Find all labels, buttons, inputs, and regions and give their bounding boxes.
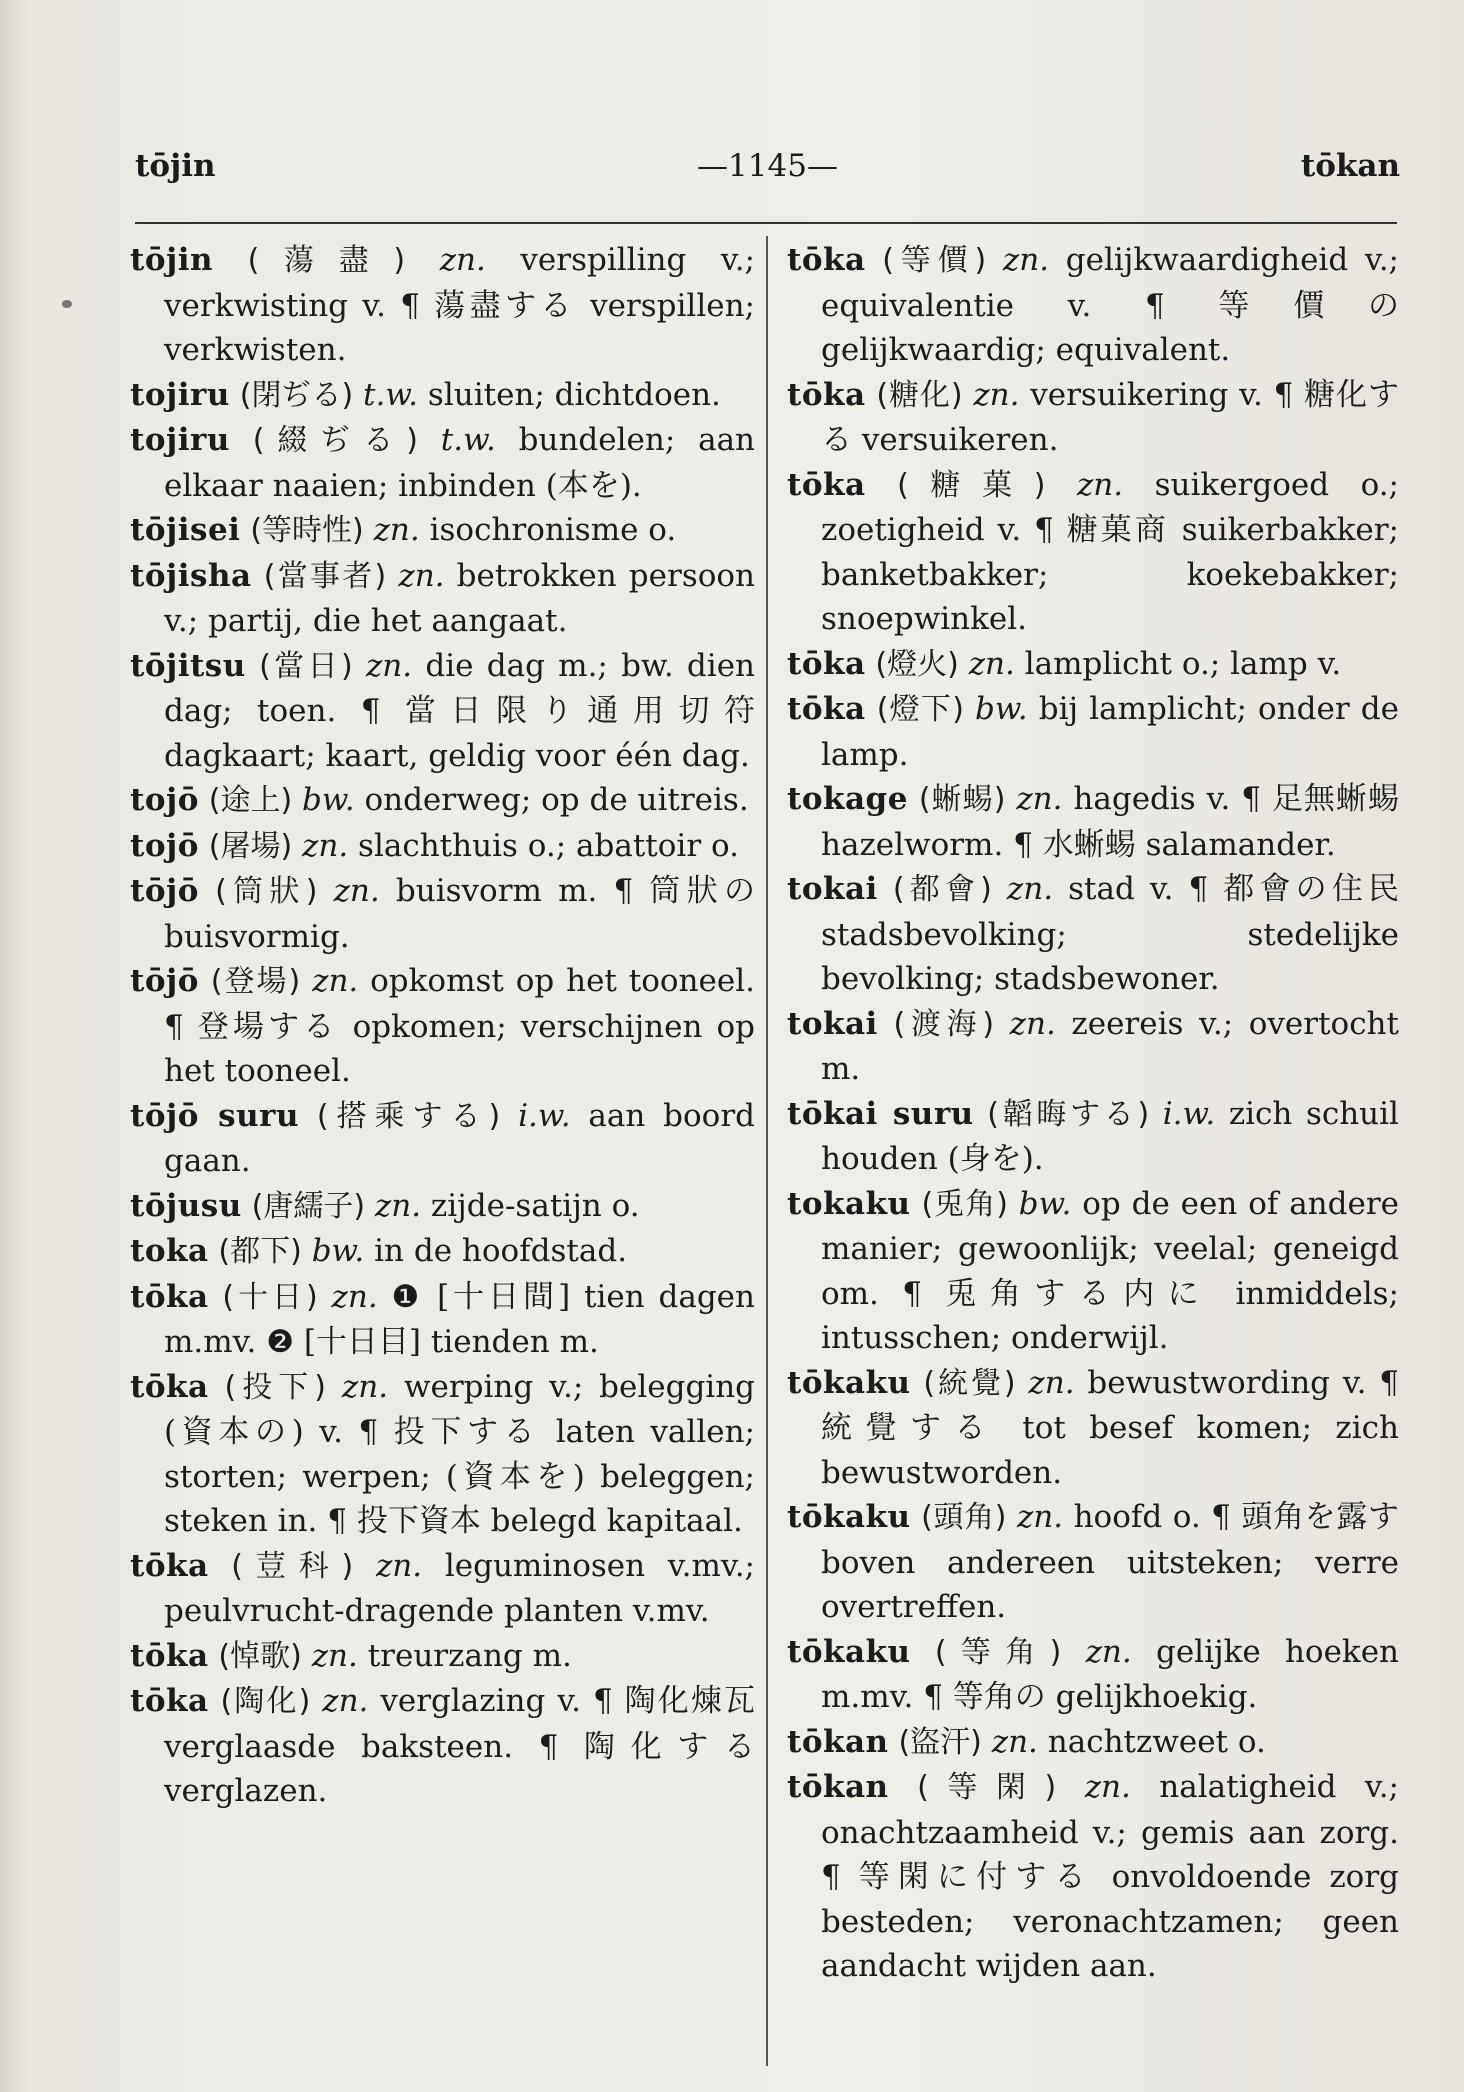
entry-headword: tōka <box>130 1637 209 1674</box>
entry-headword: tōkaku <box>787 1364 911 1401</box>
entry-grammar: zn. <box>311 1637 358 1674</box>
entry-headword: tōkai suru <box>787 1095 974 1132</box>
page-header <box>135 148 1400 208</box>
entry-headword: toka <box>130 1233 209 1269</box>
entry-grammar: zn. <box>1016 781 1063 817</box>
entry-kanji: (當日) <box>259 648 353 684</box>
entry-headword: tōka <box>787 691 866 727</box>
entry-kanji: (途上) <box>208 783 293 818</box>
entry-kanji: (筒狀) <box>215 874 318 909</box>
entry-kanji: (渡海) <box>893 1006 995 1042</box>
entry-headword: tōjō suru <box>130 1097 300 1134</box>
entry-grammar: zn. <box>331 1278 378 1315</box>
entry-grammar: zn. <box>312 963 359 999</box>
dictionary-entry <box>787 238 1399 373</box>
entry-definition: bij lamplicht; onder de lamp. <box>821 691 1399 773</box>
dictionary-entry <box>130 238 755 373</box>
entry-headword: tokai <box>787 871 878 907</box>
entry-grammar: zn. <box>374 1187 422 1224</box>
entry-grammar: zn. <box>1085 1633 1132 1670</box>
entry-definition: opkomst op het tooneel. ¶ 登場する opkomen; verschijnen op het tooneel. <box>164 963 755 1089</box>
entry-grammar: zn. <box>991 1723 1038 1760</box>
entry-headword: tojiru <box>130 376 230 413</box>
entry-definition: bewustwording v. ¶ 統覺する tot besef komen; zich bewustworden. <box>821 1364 1399 1491</box>
entry-headword: tōkaku <box>787 1499 911 1535</box>
entry-kanji: (唐繻子) <box>251 1188 366 1224</box>
entry-kanji: (兎角) <box>921 1186 1008 1222</box>
dictionary-entry <box>787 1092 1399 1182</box>
column-divider <box>766 236 768 2066</box>
dictionary-entry <box>130 1229 755 1275</box>
entry-definition: buisvorm m. ¶ 筒狀の buisvormig. <box>164 873 756 955</box>
entry-grammar: i.w. <box>1162 1095 1216 1132</box>
entry-headword: tōkan <box>787 1723 889 1760</box>
entry-grammar: zn. <box>968 645 1015 682</box>
entry-definition: verglazing v. ¶ 陶化煉瓦 verglaasde baksteen. ¶ 陶化する verglazen. <box>164 1683 755 1809</box>
dictionary-entry <box>130 869 755 959</box>
entry-grammar: zn. <box>1028 1364 1075 1401</box>
entry-grammar: zn. <box>375 1547 423 1584</box>
entry-kanji: (都下) <box>218 1234 302 1269</box>
dictionary-entry <box>787 1765 1399 1989</box>
entry-definition: leguminosen v.mv.; peulvrucht-dragende planten v.mv. <box>164 1547 755 1629</box>
entry-definition: gelijke hoeken m.mv. ¶ 等角の gelijkhoekig. <box>821 1633 1400 1715</box>
entry-kanji: (等閑) <box>917 1770 1057 1805</box>
entry-headword: tōjin <box>130 242 214 278</box>
dictionary-entry <box>787 642 1399 688</box>
dictionary-entry <box>130 1184 755 1230</box>
entry-kanji: (糖菓) <box>897 467 1046 503</box>
entry-grammar: zn. <box>439 242 486 278</box>
entry-kanji: (蜥蜴) <box>918 782 1006 817</box>
entry-definition: werping v.; belegging (資本の) v. ¶ 投下する laten vallen; storten; werpen; (資本を) beleggen; steken in. ¶ 投下資本 belegd kapitaal. <box>164 1368 756 1539</box>
entry-headword: tōka <box>130 1547 209 1584</box>
dictionary-entry <box>787 1630 1399 1720</box>
left-column <box>130 238 755 1814</box>
entry-grammar: bw. <box>311 1233 365 1269</box>
entry-kanji: (燈火) <box>875 646 959 682</box>
entry-headword: tōkan <box>787 1769 889 1805</box>
dictionary-entry <box>130 1634 755 1680</box>
entry-headword: tōka <box>787 645 866 682</box>
entry-kanji: (等時性) <box>250 513 364 548</box>
entry-kanji: (陶化) <box>220 1684 311 1719</box>
dictionary-entry <box>787 1720 1399 1766</box>
entry-definition: isochronisme o. <box>429 512 677 548</box>
entry-definition: slachthuis o.; abattoir o. <box>358 827 739 864</box>
entry-definition: nachtzweet o. <box>1047 1723 1266 1760</box>
right-column <box>787 238 1399 1989</box>
dictionary-entry <box>787 1002 1399 1092</box>
entry-kanji: (燈下) <box>876 692 964 727</box>
dictionary-entry <box>787 777 1399 867</box>
entry-kanji: (等價) <box>882 243 987 278</box>
entry-grammar: zn. <box>322 1683 369 1719</box>
dictionary-entry <box>130 778 755 824</box>
entry-grammar: bw. <box>302 782 355 818</box>
entry-grammar: zn. <box>1006 871 1054 907</box>
entry-headword: tōjisei <box>130 512 241 548</box>
entry-grammar: t.w. <box>363 376 419 413</box>
entry-kanji: (投下) <box>224 1369 326 1405</box>
entry-kanji: (登場) <box>210 964 301 999</box>
dictionary-entry <box>130 554 755 644</box>
entry-grammar: bw. <box>1018 1185 1072 1222</box>
entry-kanji: (屠場) <box>208 828 293 864</box>
dictionary-entry <box>787 687 1399 777</box>
entry-kanji: (糖化) <box>876 377 963 413</box>
page-number: —1145— <box>697 148 838 184</box>
entry-grammar: i.w. <box>518 1097 571 1134</box>
entry-definition: treurzang m. <box>367 1637 572 1674</box>
entry-definition: gelijkwaardigheid v.; equivalentie v. ¶ 等價の gelijkwaardig; equivalent. <box>821 242 1399 368</box>
entry-kanji: (蕩盡) <box>247 243 406 278</box>
entry-headword: tōjō <box>130 873 199 909</box>
entry-definition: ❶ [十日間] tien dagen m.mv. ❷ [十日目] tienden m. <box>164 1278 755 1360</box>
entry-headword: tokaku <box>787 1185 911 1222</box>
entry-definition: die dag m.; bw. dien dag; toen. ¶ 當日限り通用切符 dagkaart; kaart, geldig voor één dag. <box>164 647 756 774</box>
entry-definition: onderweg; op de uitreis. <box>364 782 749 818</box>
dictionary-entry <box>130 1365 755 1544</box>
entry-kanji: (統覺) <box>923 1365 1016 1401</box>
entry-headword: tōjisha <box>130 557 252 594</box>
entry-kanji: (十日) <box>222 1279 318 1315</box>
entry-headword: tōjusu <box>130 1187 242 1224</box>
entry-grammar: zn. <box>373 512 420 548</box>
entry-kanji: (盜汗) <box>898 1724 982 1760</box>
entry-kanji: (悼歌) <box>218 1638 302 1674</box>
entry-headword: tōka <box>130 1683 209 1719</box>
entry-definition: suikergoed o.; zoetigheid v. ¶ 糖菓商 suikerbakker; banketbakker; koekebakker; snoepwinkel. <box>821 466 1399 637</box>
dictionary-entry <box>130 1275 755 1365</box>
entry-definition: zeereis v.; overtocht m. <box>821 1005 1399 1087</box>
entry-definition: op de een of andere manier; gewoonlijk; veelal; geneigd om. ¶ 兎角する内に inmiddels; intusschen; onderwijl. <box>821 1185 1399 1356</box>
dictionary-entry <box>130 508 755 554</box>
entry-grammar: zn. <box>365 647 413 684</box>
entry-grammar: zn. <box>973 376 1020 413</box>
entry-definition: verspilling v.; verkwisting v. ¶ 蕩盡する verspillen; verkwisten. <box>164 242 755 368</box>
dictionary-entry <box>787 867 1399 1002</box>
dictionary-entry <box>130 418 755 508</box>
dictionary-entry <box>130 373 755 419</box>
entry-definition: nalatigheid v.; onachtzaamheid v.; gemis aan zorg. ¶ 等閑に付する onvoldoende zorg besteden; veronachtzamen; geen aandacht wijden aan. <box>821 1769 1400 1984</box>
entry-definition: in de hoofdstad. <box>374 1233 628 1269</box>
entry-headword: tōkaku <box>787 1633 911 1670</box>
dictionary-entry <box>130 1679 755 1814</box>
entry-definition: versuikering v. ¶ 糖化する versuikeren. <box>821 376 1399 458</box>
right-guide-word: tōkan <box>1300 148 1400 184</box>
entry-kanji: (閉ぢる) <box>239 377 354 413</box>
dictionary-entry <box>787 1361 1399 1496</box>
entry-kanji: (頭角) <box>921 1500 1007 1535</box>
entry-headword: tōka <box>130 1278 209 1315</box>
entry-headword: tojiru <box>130 422 230 458</box>
entry-definition: stad v. ¶ 都會の住民 stadsbevolking; stedelijke bevolking; stadsbewoner. <box>821 871 1400 997</box>
entry-headword: tojō <box>130 782 199 818</box>
dictionary-entry <box>787 463 1399 642</box>
entry-headword: tojō <box>130 827 199 864</box>
entry-grammar: zn. <box>1009 1005 1056 1042</box>
entry-kanji: (荳科) <box>231 1548 354 1584</box>
entry-definition: zich schuil houden (身を). <box>821 1095 1399 1177</box>
dictionary-entry <box>787 1182 1399 1361</box>
dictionary-entry <box>130 1544 755 1634</box>
entry-headword: tōka <box>787 242 866 278</box>
dictionary-entry <box>787 373 1399 463</box>
entry-grammar: t.w. <box>440 422 496 458</box>
entry-grammar: zn. <box>1016 1499 1064 1535</box>
entry-grammar: zn. <box>398 557 445 594</box>
entry-kanji: (等角) <box>934 1634 1062 1670</box>
entry-kanji: (綴ぢる) <box>252 423 418 458</box>
dictionary-entry <box>130 824 755 870</box>
entry-headword: tōka <box>787 376 866 413</box>
entry-grammar: zn. <box>1084 1769 1131 1805</box>
entry-headword: tokage <box>787 781 908 817</box>
entry-headword: tōjō <box>130 963 199 999</box>
dictionary-entry <box>130 644 755 779</box>
dictionary-entry <box>130 959 755 1094</box>
entry-definition: hagedis v. ¶ 足無蜥蜴 hazelworm. ¶ 水蜥蜴 salamander. <box>821 781 1399 863</box>
dictionary-entry <box>787 1495 1399 1630</box>
entry-grammar: zn. <box>1076 466 1124 503</box>
entry-grammar: zn. <box>302 827 349 864</box>
entry-grammar: zn. <box>333 873 380 909</box>
entry-grammar: zn. <box>341 1368 389 1405</box>
dictionary-entry <box>130 1094 755 1184</box>
entry-headword: tōka <box>130 1368 209 1405</box>
entry-kanji: (韜晦する) <box>987 1096 1150 1132</box>
entry-definition: lamplicht o.; lamp v. <box>1024 645 1342 682</box>
entry-grammar: bw. <box>975 691 1028 727</box>
entry-headword: tōjitsu <box>130 647 246 684</box>
entry-grammar: zn. <box>1002 242 1050 278</box>
entry-definition: zijde-satijn o. <box>430 1187 640 1224</box>
entry-kanji: (當事者) <box>263 558 387 594</box>
left-guide-word: tōjin <box>135 148 216 184</box>
entry-kanji: (搭乘する) <box>316 1098 501 1134</box>
dictionary-page <box>125 130 1400 2070</box>
entry-definition: betrokken persoon v.; partij, die het aangaat. <box>164 557 756 639</box>
entry-definition: hoofd o. ¶ 頭角を露す boven andereen uitsteken; verre overtreffen. <box>821 1499 1399 1625</box>
entry-headword: tokai <box>787 1005 878 1042</box>
entry-definition: bundelen; aan elkaar naaien; inbinden (本を). <box>164 422 756 504</box>
page-blemish <box>62 300 72 308</box>
entry-definition: aan boord gaan. <box>164 1097 755 1179</box>
entry-headword: tōka <box>787 466 866 503</box>
header-rule <box>135 222 1397 224</box>
entry-definition: sluiten; dichtdoen. <box>427 376 721 413</box>
entry-kanji: (都會) <box>892 872 992 907</box>
